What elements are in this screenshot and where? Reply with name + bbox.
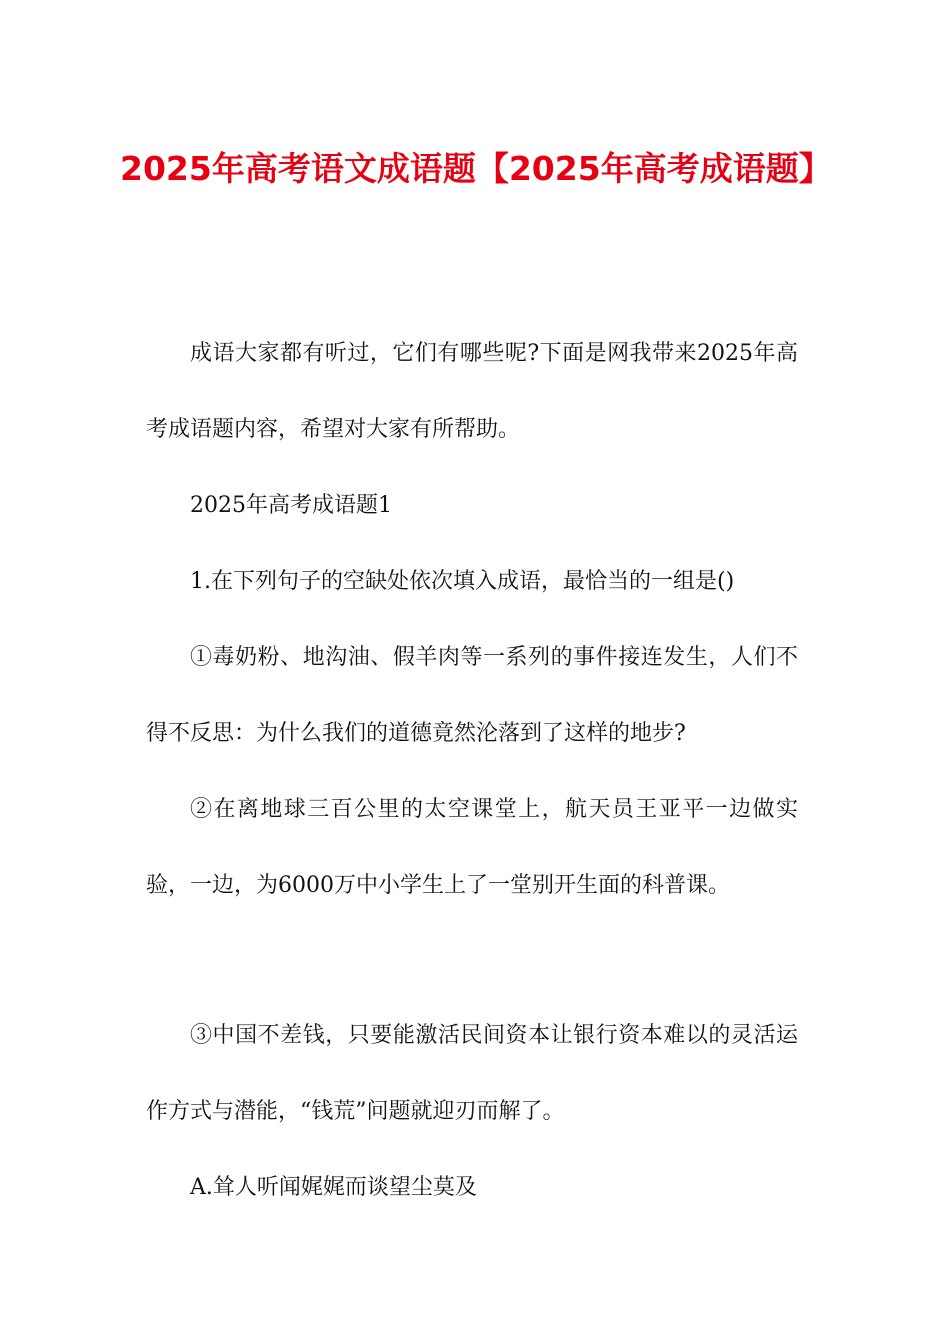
- sentence-3: ③中国不差钱，只要能激活民间资本让银行资本难以的灵活运作方式与潜能，“钱荒”问题就迎刃而解了。: [146, 1023, 798, 1124]
- sentence-1: ①毒奶粉、地沟油、假羊肉等一系列的事件接连发生，人们不得不反思：为什么我们的道德竟然沦落到了这样的地步?: [146, 645, 798, 746]
- option-a: A.耸人听闻娓娓而谈望尘莫及: [190, 1175, 477, 1200]
- section-heading: 2025年高考成语题1: [190, 493, 392, 518]
- question-stem: 1.在下列句子的空缺处依次填入成语，最恰当的一组是(): [190, 569, 735, 594]
- intro-paragraph: 成语大家都有听过，它们有哪些呢?下面是网我带来2025年高考成语题内容，希望对大家有所帮助。: [146, 341, 798, 442]
- sentence-2: ②在离地球三百公里的太空课堂上，航天员王亚平一边做实验，一边，为6000万中小学生上了一堂别开生面的科普课。: [146, 797, 798, 898]
- document-title: 2025年高考语文成语题【2025年高考成语题】: [120, 149, 832, 188]
